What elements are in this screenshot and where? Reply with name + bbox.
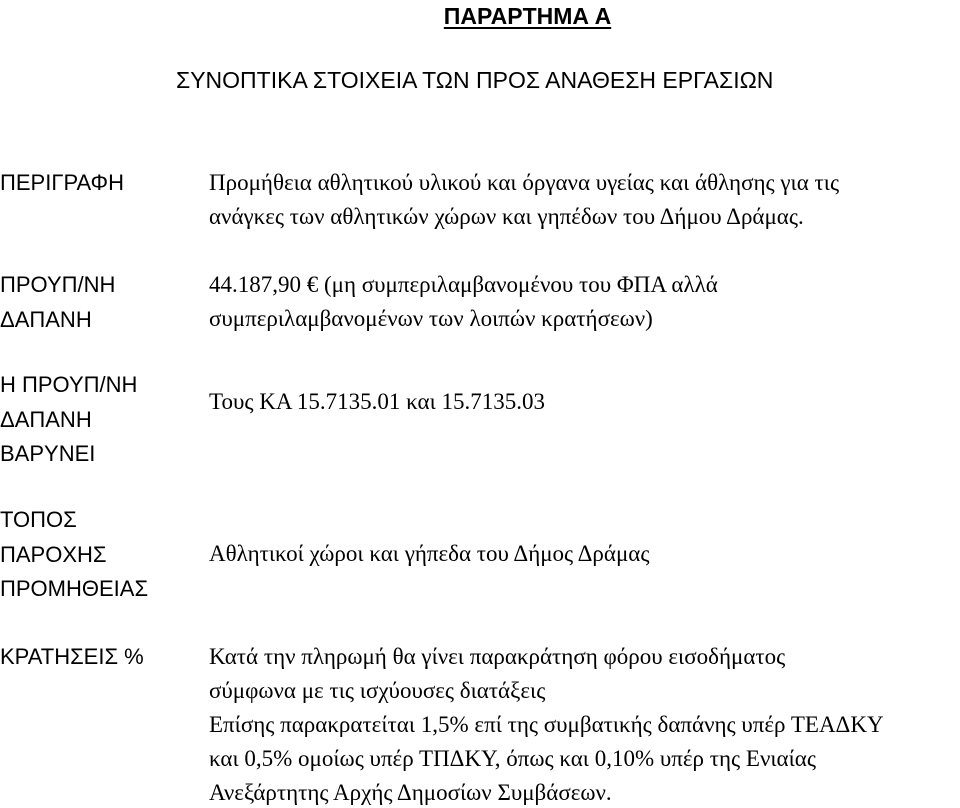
label-description — [0, 166, 124, 201]
document-subtitle: ΣΥΝΟΠΤΙΚΑ ΣΤΟΙΧΕΙΑ ΤΩΝ ΠΡΟΣ ΑΝΑΘΕΣΗ ΕΡΓΑΣΙΩΝ — [176, 67, 774, 93]
value-line: Τους ΚΑ 15.7135.01 και 15.7135.03 — [209, 389, 546, 414]
value-line: Ανεξάρτητης Αρχής Δημοσίων Συμβάσεων. — [209, 780, 612, 805]
value-place-of-supply — [209, 537, 649, 571]
value-description — [209, 166, 839, 234]
label-line: ΔΑΠΑΝΗ — [0, 406, 92, 432]
value-line: και 0,5% ομοίως υπέρ ΤΠΔΚΥ, όπως και 0,10% υπέρ της Ενιαίας — [209, 746, 816, 771]
label-budget-code — [0, 368, 137, 472]
value-line: Επίσης παρακρατείται 1,5% επί της συμβατικής δαπάνης υπέρ ΤΕΑΔΚΥ — [209, 712, 884, 737]
value-line: Αθλητικοί χώροι και γήπεδα του Δήμος Δράμας — [209, 541, 650, 566]
label-place-of-supply — [0, 503, 148, 607]
label-line: ΠΑΡΟΧΗΣ — [0, 541, 107, 567]
annex-title: ΠΑΡΑΡΤΗΜΑ Α — [443, 3, 612, 29]
value-line: ανάγκες των αθλητικών χώρων και γηπέδων του Δήμου Δράμας. — [209, 204, 804, 229]
value-line: 44.187,90 € (μη συμπεριλαμβανομένου του ΦΠΑ αλλά — [209, 272, 718, 297]
value-line: σύμφωνα με τις ισχύουσες διατάξεις — [209, 678, 546, 703]
label-line: ΤΟΠΟΣ — [0, 507, 77, 532]
label-line: ΠΡΟΜΗΘΕΙΑΣ — [0, 576, 149, 601]
label-line: ΠΕΡΙΓΡΑΦΗ — [0, 170, 124, 195]
value-budget-code — [209, 385, 545, 419]
label-line: Η ΠΡΟΥΠ/ΝΗ — [0, 372, 138, 397]
value-line: Κατά την πληρωμή θα γίνει παρακράτηση φόρου εισοδήματος — [209, 644, 786, 669]
value-deductions — [209, 640, 884, 808]
label-line: ΚΡΑΤΗΣΕΙΣ % — [0, 644, 144, 669]
label-line: ΔΑΠΑΝΗ — [0, 306, 92, 332]
value-budget — [209, 268, 718, 336]
value-line: συμπεριλαμβανομένων των λοιπών κρατήσεων) — [209, 306, 653, 331]
value-line: Προμήθεια αθλητικού υλικού και όργανα υγείας και άθλησης για τις — [209, 170, 840, 195]
label-deductions — [0, 640, 144, 675]
label-line: ΠΡΟΥΠ/ΝΗ — [0, 272, 116, 297]
label-budget — [0, 268, 115, 337]
label-line: ΒΑΡΥΝΕΙ — [0, 441, 96, 466]
